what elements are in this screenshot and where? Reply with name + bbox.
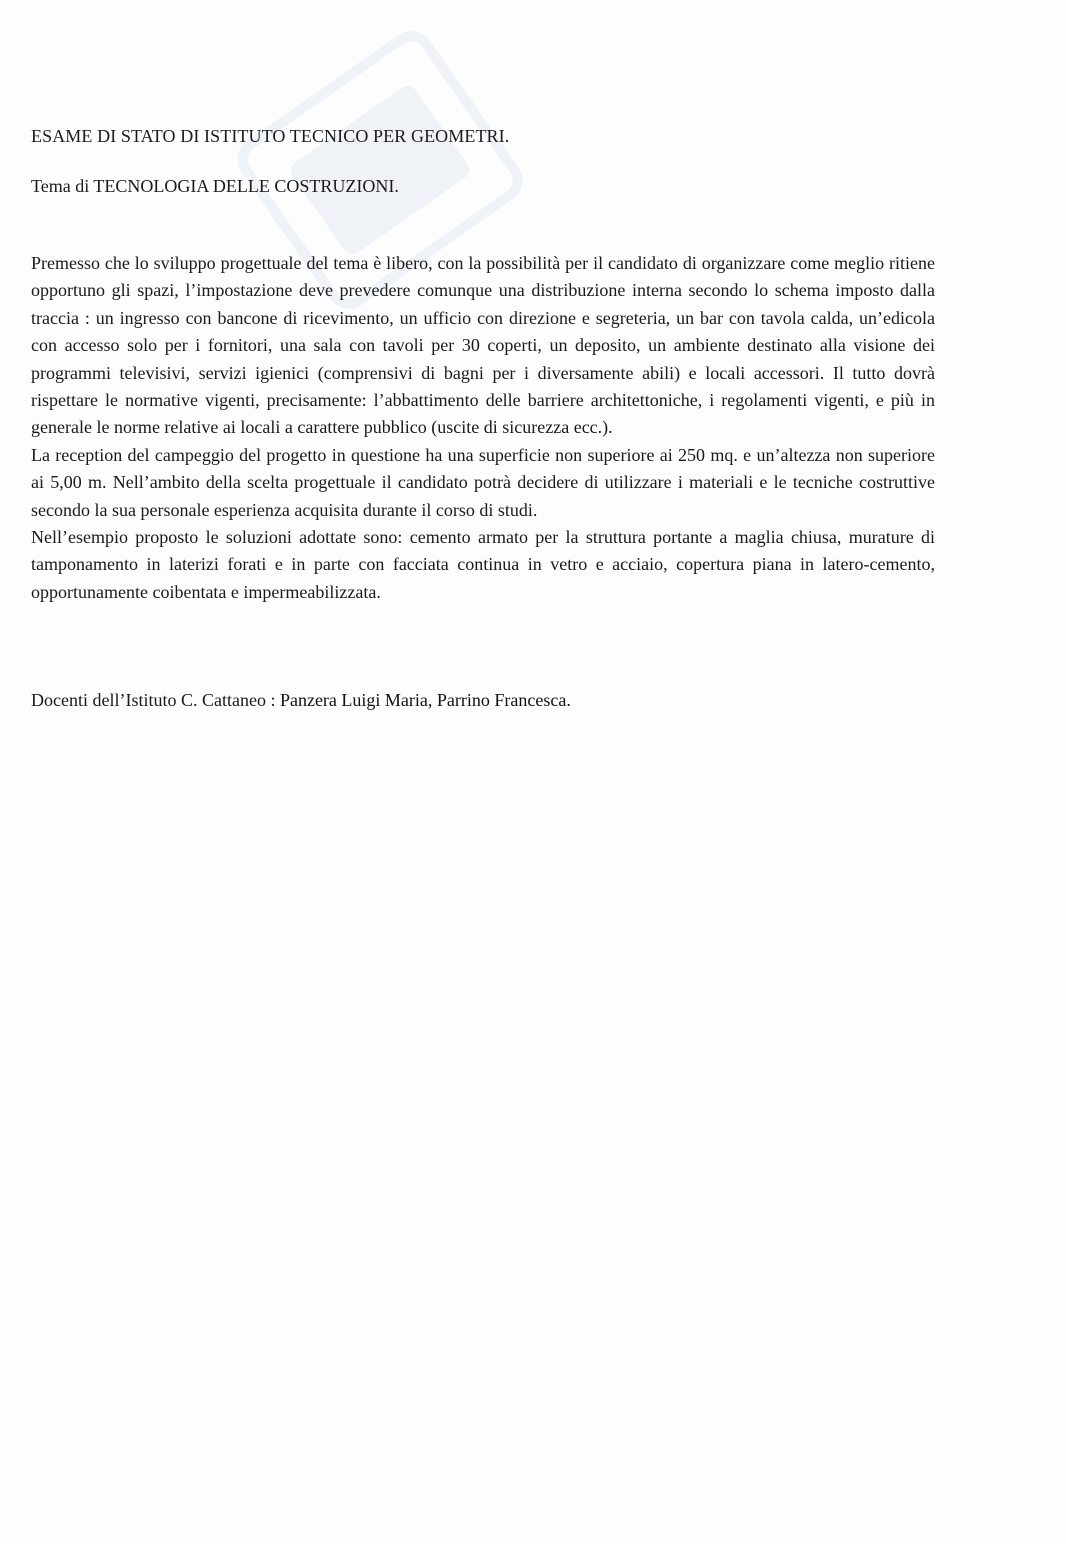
paragraph-reception: La reception del campeggio del progetto in questione ha una superficie non superiore ai 250 mq. e un’altezza non superiore ai 5,00 m. Nell’ambito della scelta progettuale il candidato potrà decidere di utilizzare i materiali e le tecniche costruttive secondo la sua personale esperienza acquisita durante il corso di studi.	[31, 444, 935, 520]
signature-line	[31, 690, 571, 711]
paragraph-example: Nell’esempio proposto le soluzioni adottate sono: cemento armato per la struttura portante a maglia chiusa, murature di tamponamento in laterizi forati e in parte con facciata continua in vetro e acciaio, copertura piana in latero-cemento, opportunamente coibentata e impermeabilizzata.	[31, 527, 935, 602]
signature-label: Docenti dell’Istituto C. Cattaneo :	[31, 690, 276, 710]
signature-names: Panzera Luigi Maria, Parrino Francesca.	[279, 690, 571, 710]
document-title: ESAME DI STATO DI ISTITUTO TECNICO PER GEOMETRI.	[31, 126, 510, 146]
paragraph-premise: Premesso che lo sviluppo progettuale del tema è libero, con la possibilità per il candidato di organizzare come meglio ritiene opportuno gli spazi, l’impostazione deve prevedere comunque una distribuzione interna secondo lo schema imposto dalla traccia : un ingresso con bancone di ricevimento, un ufficio con direzione e segreteria, un bar con tavola calda, un’edicola con accesso solo per i fornitori, una sala con tavoli per 30 coperti, un deposito, un ambiente destinato alla visione dei programmi televisivi, servizi igienici (comprensivi di bagni per i diversamente abili) e locali accessori. Il tutto dovrà rispettare le normative vigenti, precisamente: l’abbattimento delle barriere architettoniche, i regolamenti vigenti, e più in generale le norme relative ai locali a carattere pubblico (uscite di sicurezza ecc.).	[31, 253, 935, 438]
document-subtitle: Tema di TECNOLOGIA DELLE COSTRUZIONI.	[31, 176, 399, 196]
document-body	[31, 250, 935, 606]
